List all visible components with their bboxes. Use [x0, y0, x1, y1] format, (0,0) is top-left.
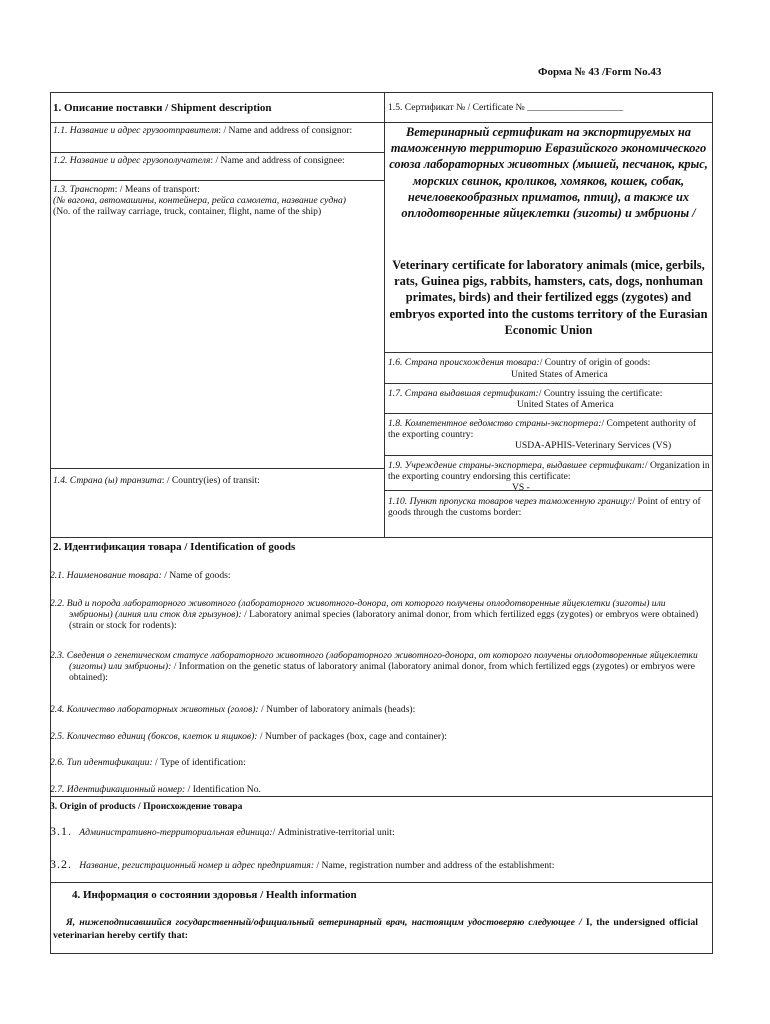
field-2-4-number-animals: 2.4. Количество лабораторных животных (голов): / Number of laboratory animals (heads): — [50, 704, 416, 715]
field-1-3-transport: 1.3. Транспорт: / Means of transport: (№ вагона, автомашины, контейнера, рейса самолета, название судна) (No. of the railway carriage, truck, container, flight, name of the ship) — [53, 184, 347, 217]
vet-certification-statement: Я, нижеподписавшийся государственный/официальный ветеринарный врач, настоящим удостоверяю следующее / I, the undersigned official veterinarian hereby certify that: — [53, 917, 698, 941]
row-divider — [50, 180, 384, 181]
field-3-1-admin-unit: 3.1. Административно-территориальная единица:/ Administrative-territorial unit: — [50, 824, 395, 838]
field-1-8-competent-authority: 1.8. Компетентное ведомство страны-экспортера:/ Competent authority of the exporting country: — [388, 418, 697, 440]
field-1-2-consignee: 1.2. Название и адрес грузополучателя: / Name and address of consignee: — [53, 155, 345, 166]
row-divider — [50, 468, 384, 469]
certificate-title-en: Veterinary certificate for laboratory animals (mice, gerbils, rats, Guinea pigs, rabbits, hamsters, cats, dogs, nonhuman primates, birds) and their fertilized eggs (zygotes) and embryos exported into the customs territory of the Eurasian Economic Union — [389, 258, 708, 337]
field-2-5-number-packages: 2.5. Количество единиц (боксов, клеток и ящиков): / Number of packages (box, cage and container): — [50, 731, 447, 742]
row-divider — [384, 490, 713, 491]
field-1-7-country-issuing: 1.7. Страна выдавшая сертификат:/ Country issuing the certificate: — [388, 388, 663, 399]
section4-header: 4. Информация о состоянии здоровья / Health information — [72, 889, 357, 901]
row-divider — [50, 122, 713, 123]
field-1-9-organization: 1.9. Учреждение страны-экспортера, выдавшее сертификат:/ Organization in the exporting country endorsing this certificate: — [388, 460, 710, 482]
field-2-1-name-goods: 2.1. Наименование товара: / Name of goods: — [50, 570, 231, 581]
field-1-10-entry-point: 1.10. Пункт пропуска товаров через таможенную границу:/ Point of entry of goods through the customs border: — [388, 496, 701, 518]
field-2-2-species: 2.2. Вид и порода лабораторного животного (лабораторного животного-донора, от которого получены оплодотворенные яйцеклетки (зиготы) или эмбрионы) (линия или сток для грызунов): / Laboratory animal species (laboratory animal donor, from which fertilized eggs (zygotes) or embryos were obtained) (strain or stock for rodents): — [50, 598, 699, 631]
row-divider — [384, 352, 713, 353]
row-divider — [384, 455, 713, 456]
field-2-7-identification-number: 2.7. Идентификационный номер: / Identification No. — [50, 784, 261, 795]
field-1-7-value: United States of America — [517, 399, 614, 410]
section1-header: 1. Описание поставки / Shipment description — [53, 102, 272, 114]
row-divider — [50, 882, 713, 883]
field-1-1-consignor: 1.1. Название и адрес грузоотправителя: / Name and address of consignor: — [53, 125, 353, 136]
row-divider — [384, 413, 713, 414]
field-1-6-value: United States of America — [511, 369, 608, 380]
field-3-2-establishment: 3.2. Название, регистрационный номер и адрес предприятия: / Name, registration number and address of the establishment: — [50, 857, 555, 871]
field-2-3-genetic-status: 2.3. Сведения о генетическом статусе лабораторного животного (лабораторного животного-донора, от которого получены оплодотворенные яйцеклетки (зиготы) или эмбрионы): / Information on the genetic status of laboratory animal (laboratory animal donor, from which fertilized eggs (zygotes) or embryos were obtained): — [50, 650, 698, 683]
field-1-9-value: VS - — [512, 482, 530, 493]
field-1-6-country-origin: 1.6. Страна происхождения товара:/ Country of origin of goods: — [388, 357, 651, 368]
section2-header: 2. Идентификация товара / Identification of goods — [53, 541, 296, 553]
row-divider — [384, 383, 713, 384]
form-number: Форма № 43 /Form No.43 — [538, 66, 662, 78]
section3-header: 3. Origin of products / Происхождение товара — [50, 801, 243, 812]
certificate-frame — [50, 92, 713, 954]
field-1-4-transit: 1.4. Страна (ы) транзита: / Country(ies) of transit: — [53, 475, 260, 486]
field-1-5-certificate-number: 1.5. Сертификат № / Certificate № ____________________ — [388, 102, 624, 113]
row-divider — [50, 796, 713, 797]
row-divider — [50, 152, 384, 153]
certificate-title-ru: Ветеринарный сертификат на экспортируемых на таможенную территорию Евразийского экономического союза лабораторных животных (мышей, песчанок, крыс, морских свинок, кроликов, хомяков, кошек, собак, нечеловекообразных приматов, птиц), а также их оплодотворенные яйцеклетки (зиготы) и эмбрионы / — [389, 125, 708, 221]
row-divider — [50, 537, 713, 538]
field-1-8-value: USDA-APHIS-Veterinary Services (VS) — [515, 440, 672, 451]
field-2-6-identification-type: 2.6. Тип идентификации: / Type of identification: — [50, 757, 246, 768]
